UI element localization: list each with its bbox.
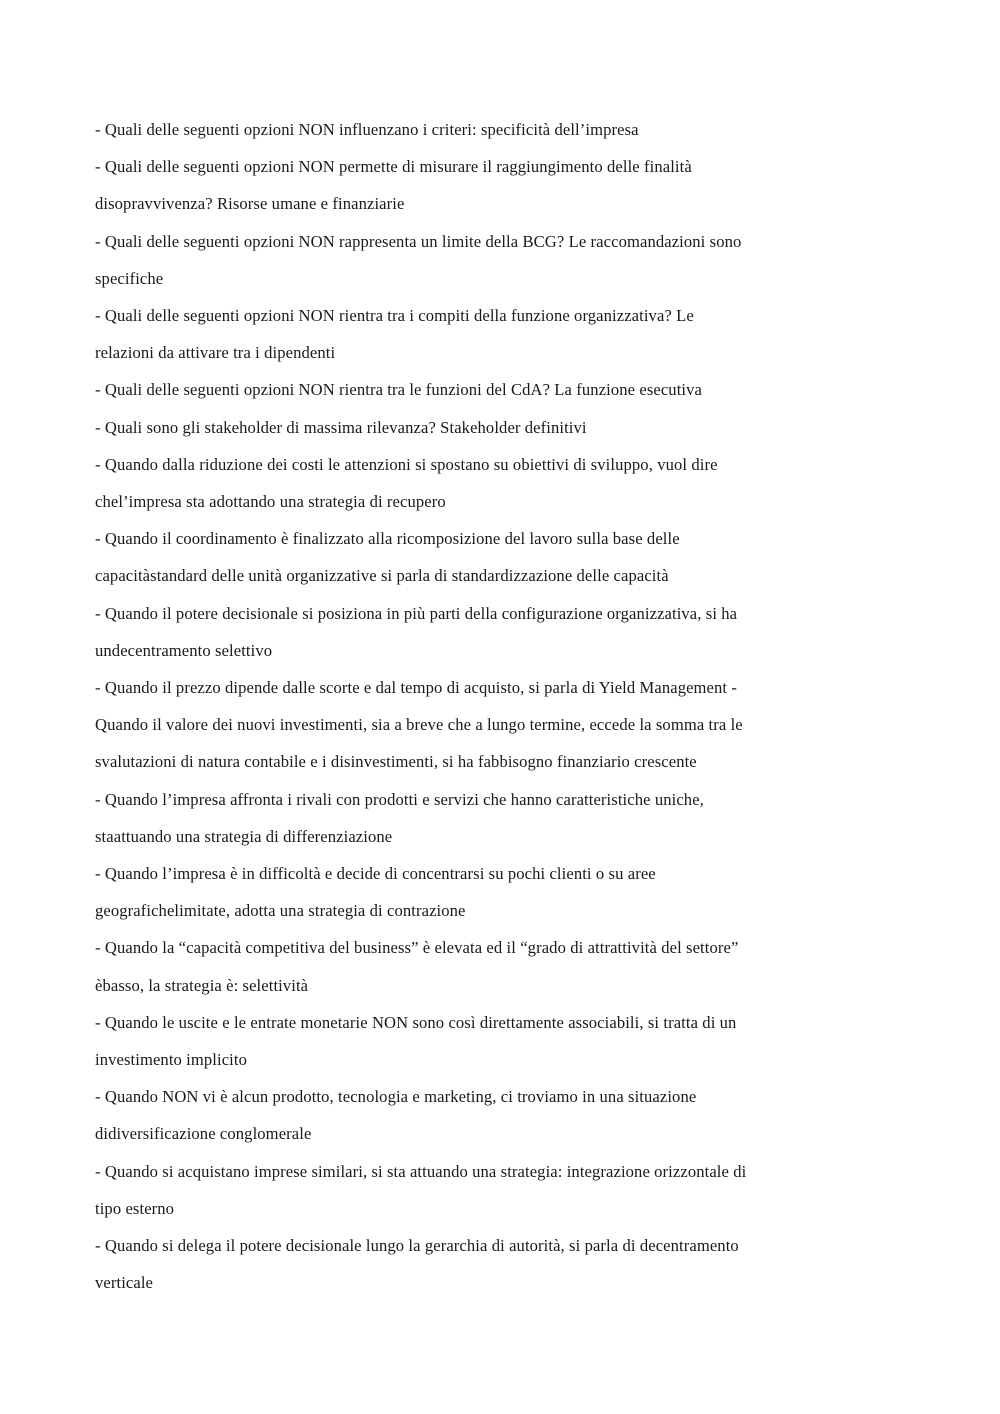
text-line: - Quando la “capacità competitiva del business” è elevata ed il “grado di attrattività del settore”: [95, 938, 739, 958]
text-line: - Quando il coordinamento è finalizzato alla ricomposizione del lavoro sulla base delle: [95, 529, 680, 549]
text-line: - Quali sono gli stakeholder di massima rilevanza? Stakeholder definitivi: [95, 417, 587, 437]
text-line: relazioni da attivare tra i dipendenti: [95, 343, 336, 363]
text-line: specifiche: [95, 268, 164, 288]
text-line: - Quando il prezzo dipende dalle scorte e dal tempo di acquisto, si parla di Yield Management -: [95, 678, 738, 698]
text-line: èbasso, la strategia è: selettività: [95, 975, 309, 995]
text-line: - Quando dalla riduzione dei costi le attenzioni si spostano su obiettivi di sviluppo, vuol dire: [95, 454, 718, 474]
text-line: - Quando l’impresa è in difficoltà e decide di concentrarsi su pochi clienti o su aree: [95, 864, 656, 884]
text-line: investimento implicito: [95, 1050, 247, 1070]
text-line: - Quali delle seguenti opzioni NON rappresenta un limite della BCG? Le raccomandazioni sono: [95, 231, 742, 251]
text-line: - Quando NON vi è alcun prodotto, tecnologia e marketing, ci troviamo in una situazione: [95, 1087, 697, 1107]
text-line: geografichelimitate, adotta una strategia di contrazione: [95, 901, 466, 921]
text-line: chel’impresa sta adottando una strategia di recupero: [95, 492, 446, 512]
text-line: - Quando si acquistano imprese similari, si sta attuando una strategia: integrazione orizzontale di: [95, 1161, 747, 1181]
text-line: - Quando l’impresa affronta i rivali con prodotti e servizi che hanno caratteristiche uniche,: [95, 789, 704, 809]
text-line: didiversificazione conglomerale: [95, 1124, 312, 1144]
text-line: capacitàstandard delle unità organizzative si parla di standardizzazione delle capacità: [95, 566, 669, 586]
text-line: disopravvivenza? Risorse umane e finanziarie: [95, 194, 405, 214]
text-line: - Quali delle seguenti opzioni NON permette di misurare il raggiungimento delle finalità: [95, 157, 692, 177]
text-line: undecentramento selettivo: [95, 640, 273, 660]
text-line: verticale: [95, 1273, 154, 1293]
text-line: Quando il valore dei nuovi investimenti, sia a breve che a lungo termine, eccede la somma tra le: [95, 715, 743, 735]
text-line: - Quali delle seguenti opzioni NON rientra tra i compiti della funzione organizzativa? Le: [95, 306, 694, 326]
text-line: staattuando una strategia di differenziazione: [95, 826, 393, 846]
document-body: [95, 111, 815, 1302]
text-line: tipo esterno: [95, 1198, 175, 1218]
text-line: - Quali delle seguenti opzioni NON influenzano i criteri: specificità dell’impresa: [95, 120, 639, 139]
text-line: - Quali delle seguenti opzioni NON rientra tra le funzioni del CdA? La funzione esecutiva: [95, 380, 702, 400]
text-line: - Quando si delega il potere decisionale lungo la gerarchia di autorità, si parla di decentramento: [95, 1236, 739, 1256]
text-line: - Quando il potere decisionale si posiziona in più parti della configurazione organizzativa, si ha: [95, 603, 738, 623]
text-line: - Quando le uscite e le entrate monetarie NON sono così direttamente associabili, si tratta di un: [95, 1012, 737, 1032]
text-line: svalutazioni di natura contabile e i disinvestimenti, si ha fabbisogno finanziario crescente: [95, 752, 697, 772]
